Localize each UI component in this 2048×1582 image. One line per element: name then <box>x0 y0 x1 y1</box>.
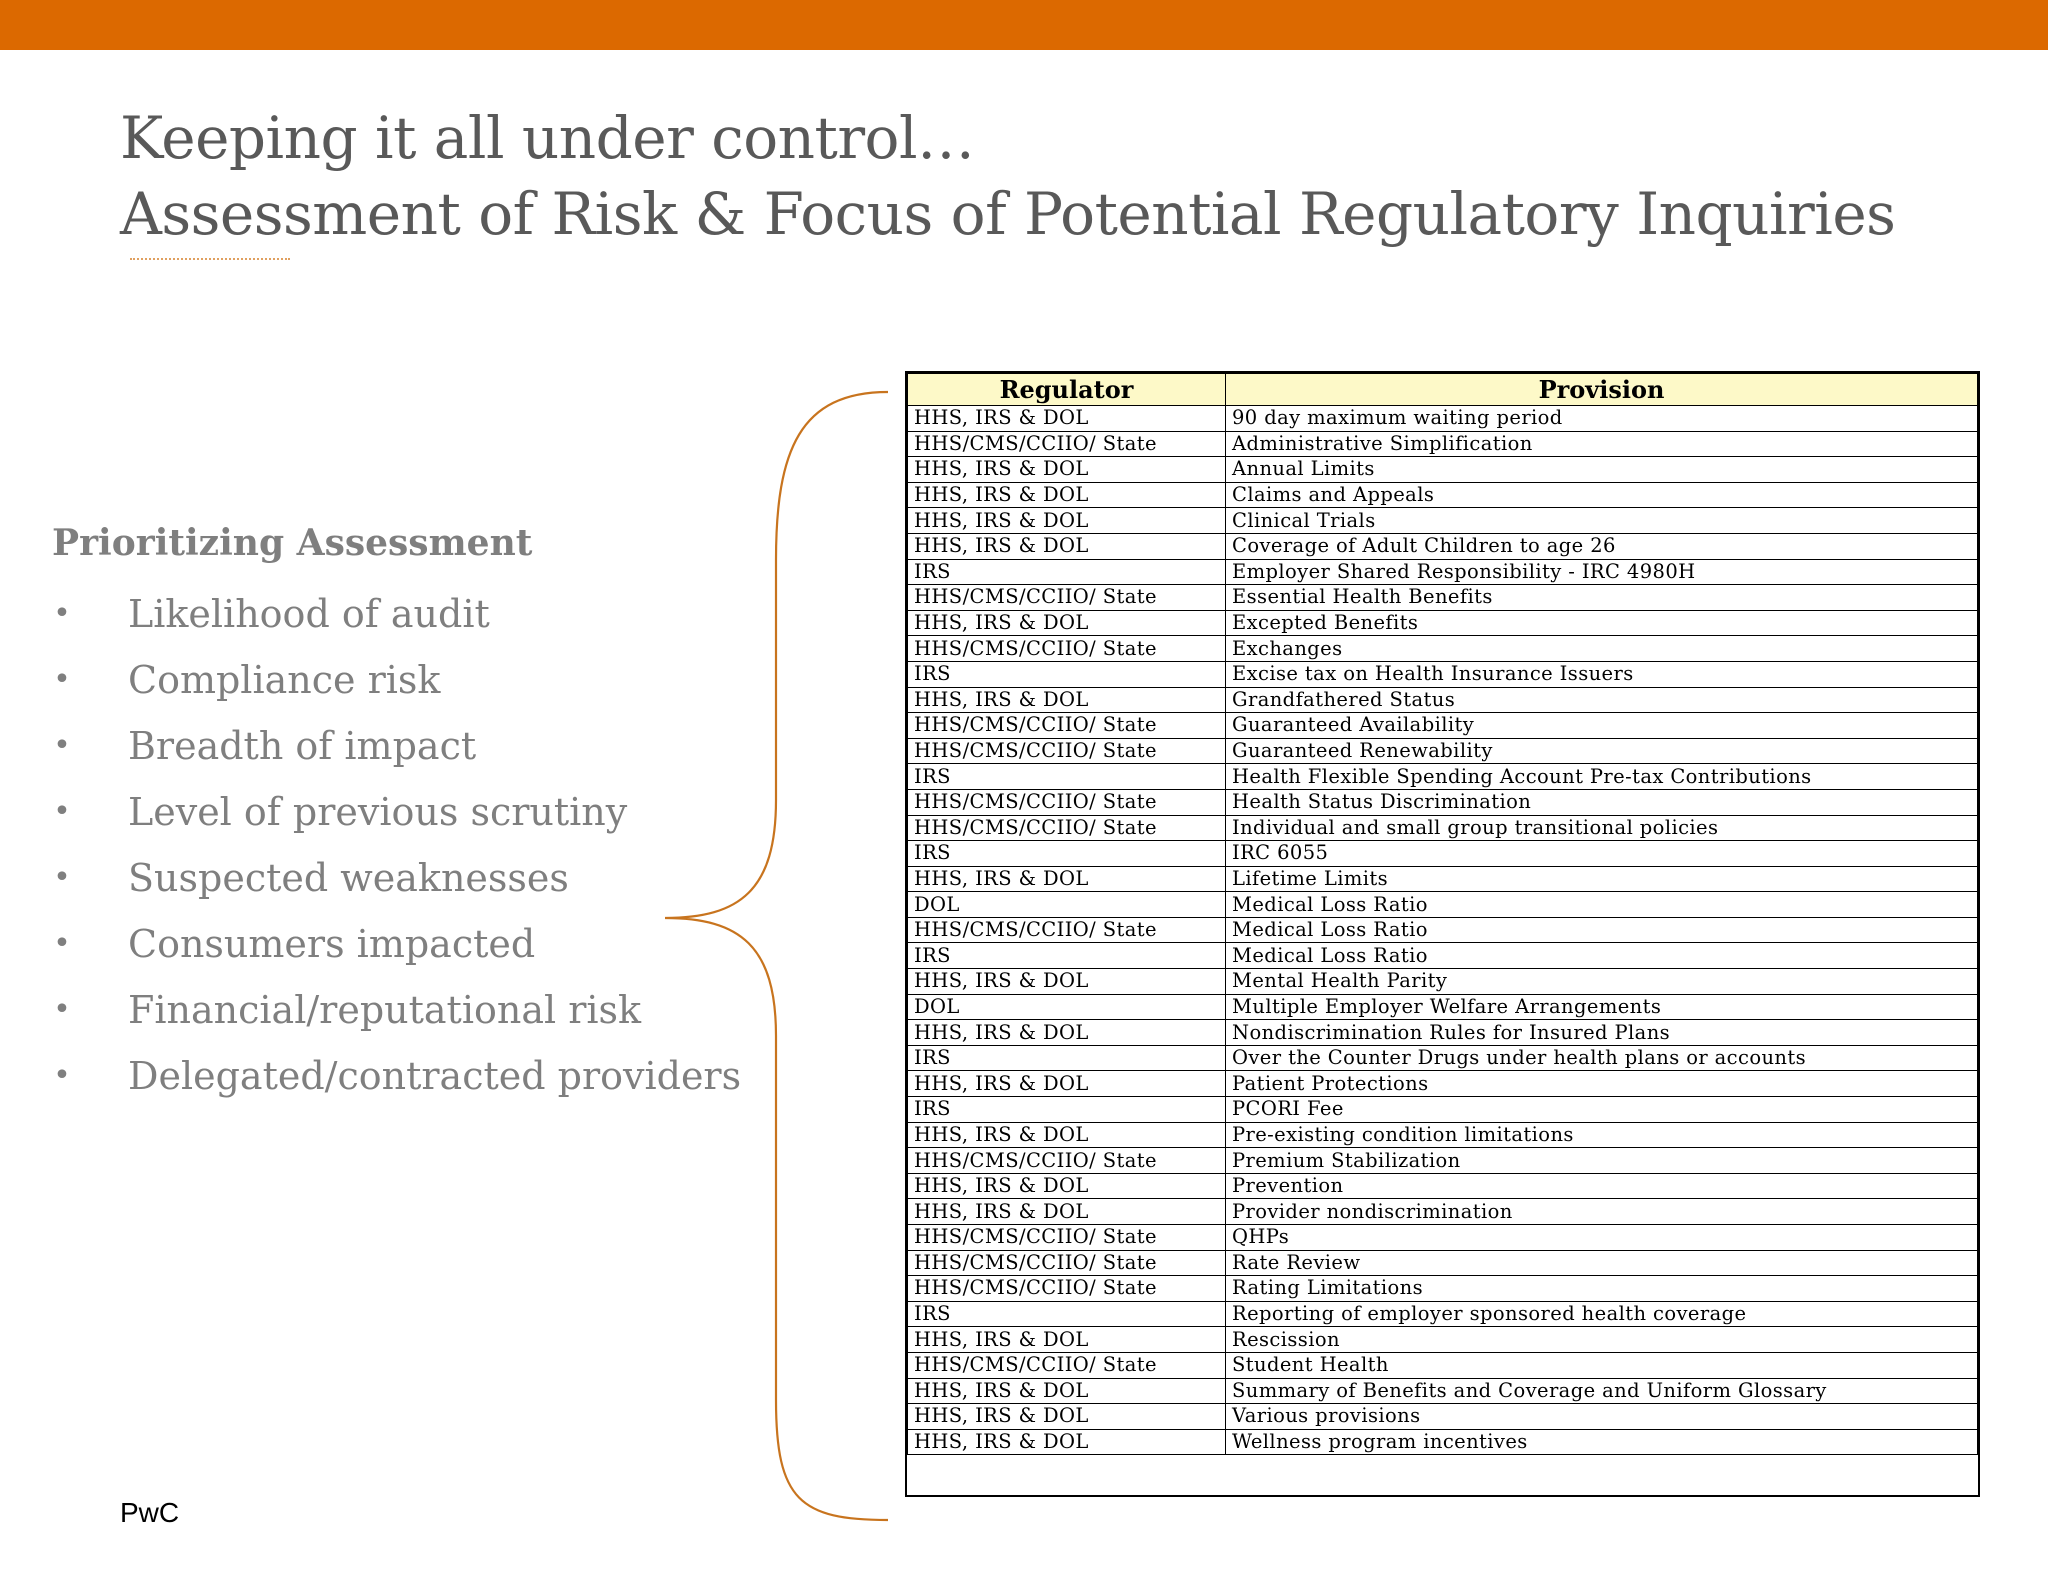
header-regulator: Regulator <box>908 374 1226 406</box>
table-row <box>908 764 1978 790</box>
provision-cell: Nondiscrimination Rules for Insured Plans <box>1226 1020 1978 1046</box>
regulator-cell: HHS, IRS & DOL <box>908 1071 1226 1097</box>
provision-cell: Clinical Trials <box>1226 508 1978 534</box>
bullet-text: Likelihood of audit <box>128 592 490 636</box>
bullet-text: Consumers impacted <box>128 922 536 966</box>
regulator-cell: HHS, IRS & DOL <box>908 1122 1226 1148</box>
regulator-provision-table <box>907 373 1978 1455</box>
regulator-cell: IRS <box>908 1097 1226 1123</box>
regulator-cell: HHS, IRS & DOL <box>908 610 1226 636</box>
regulator-cell: HHS/CMS/CCIIO/ State <box>908 431 1226 457</box>
bullet-text: Level of previous scrutiny <box>128 790 628 834</box>
table-row <box>908 431 1978 457</box>
table-row <box>908 482 1978 508</box>
provision-cell: Rescission <box>1226 1327 1978 1353</box>
title-line-1: Keeping it all under control… <box>120 104 975 172</box>
table-row <box>908 1148 1978 1174</box>
table-row <box>908 1199 1978 1225</box>
bullet-dot-icon: • <box>53 596 71 631</box>
table-row <box>908 738 1978 764</box>
regulator-cell: HHS, IRS & DOL <box>908 1429 1226 1455</box>
table-row <box>908 457 1978 483</box>
provision-cell: Lifetime Limits <box>1226 866 1978 892</box>
provision-cell: Wellness program incentives <box>1226 1429 1978 1455</box>
title-line-2: Assessment of Risk & Focus of Potential Regulatory Inquiries <box>120 180 1896 248</box>
table-body <box>908 406 1978 1455</box>
regulator-cell: IRS <box>908 841 1226 867</box>
table-row <box>908 636 1978 662</box>
table-row <box>908 1045 1978 1071</box>
provision-cell: IRC 6055 <box>1226 841 1978 867</box>
regulator-cell: HHS, IRS & DOL <box>908 1020 1226 1046</box>
table-row <box>908 1404 1978 1430</box>
regulator-cell: HHS, IRS & DOL <box>908 969 1226 995</box>
provision-cell: Employer Shared Responsibility - IRC 4980H <box>1226 559 1978 585</box>
regulator-cell: HHS, IRS & DOL <box>908 1404 1226 1430</box>
brace-path <box>665 392 888 1520</box>
bullet-text: Suspected weaknesses <box>128 856 569 900</box>
table-row <box>908 406 1978 432</box>
provision-cell: Mental Health Parity <box>1226 969 1978 995</box>
regulator-cell: HHS, IRS & DOL <box>908 508 1226 534</box>
provision-cell: Excepted Benefits <box>1226 610 1978 636</box>
table-row <box>908 533 1978 559</box>
table-row <box>908 713 1978 739</box>
bullet-dot-icon: • <box>53 992 71 1027</box>
bullet-dot-icon: • <box>53 662 71 697</box>
regulator-cell: IRS <box>908 764 1226 790</box>
table-row <box>908 815 1978 841</box>
bullet-dot-icon: • <box>53 728 71 763</box>
bullet-text: Financial/reputational risk <box>128 988 642 1032</box>
provision-cell: Multiple Employer Welfare Arrangements <box>1226 994 1978 1020</box>
provision-cell: Exchanges <box>1226 636 1978 662</box>
regulator-cell: HHS, IRS & DOL <box>908 1378 1226 1404</box>
provision-cell: Essential Health Benefits <box>1226 585 1978 611</box>
table-row <box>908 559 1978 585</box>
provision-cell: Guaranteed Renewability <box>1226 738 1978 764</box>
regulator-cell: HHS, IRS & DOL <box>908 457 1226 483</box>
provision-cell: Medical Loss Ratio <box>1226 943 1978 969</box>
regulator-cell: HHS, IRS & DOL <box>908 1199 1226 1225</box>
regulator-cell: HHS/CMS/CCIIO/ State <box>908 585 1226 611</box>
provision-cell: Student Health <box>1226 1352 1978 1378</box>
regulator-cell: HHS, IRS & DOL <box>908 866 1226 892</box>
provision-cell: PCORI Fee <box>1226 1097 1978 1123</box>
regulator-cell: HHS, IRS & DOL <box>908 482 1226 508</box>
regulation-table-container <box>905 371 1980 1497</box>
regulator-cell: HHS, IRS & DOL <box>908 1327 1226 1353</box>
regulator-cell: DOL <box>908 994 1226 1020</box>
table-row <box>908 1020 1978 1046</box>
table-row <box>908 1276 1978 1302</box>
table-row <box>908 1071 1978 1097</box>
regulator-cell: HHS/CMS/CCIIO/ State <box>908 713 1226 739</box>
provision-cell: Medical Loss Ratio <box>1226 892 1978 918</box>
provision-cell: Administrative Simplification <box>1226 431 1978 457</box>
regulator-cell: IRS <box>908 559 1226 585</box>
regulator-cell: HHS/CMS/CCIIO/ State <box>908 789 1226 815</box>
regulator-cell: HHS/CMS/CCIIO/ State <box>908 636 1226 662</box>
table-row <box>908 892 1978 918</box>
regulator-cell: HHS/CMS/CCIIO/ State <box>908 1148 1226 1174</box>
table-row <box>908 508 1978 534</box>
regulator-cell: HHS/CMS/CCIIO/ State <box>908 1352 1226 1378</box>
bullet-text: Compliance risk <box>128 658 441 702</box>
provision-cell: Various provisions <box>1226 1404 1978 1430</box>
bullet-text: Delegated/contracted providers <box>128 1054 742 1098</box>
regulator-cell: HHS, IRS & DOL <box>908 406 1226 432</box>
assessment-heading: Prioritizing Assessment <box>52 522 533 564</box>
regulator-cell: HHS, IRS & DOL <box>908 533 1226 559</box>
provision-cell: QHPs <box>1226 1225 1978 1251</box>
provision-cell: Guaranteed Availability <box>1226 713 1978 739</box>
provision-cell: Pre-existing condition limitations <box>1226 1122 1978 1148</box>
table-row <box>908 943 1978 969</box>
table-row <box>908 1327 1978 1353</box>
provision-cell: Rating Limitations <box>1226 1276 1978 1302</box>
regulator-cell: IRS <box>908 943 1226 969</box>
table-row <box>908 661 1978 687</box>
provision-cell: Health Status Discrimination <box>1226 789 1978 815</box>
table-row <box>908 1352 1978 1378</box>
provision-cell: Prevention <box>1226 1173 1978 1199</box>
provision-cell: Medical Loss Ratio <box>1226 917 1978 943</box>
regulator-cell: HHS, IRS & DOL <box>908 1173 1226 1199</box>
provision-cell: Individual and small group transitional policies <box>1226 815 1978 841</box>
regulator-cell: HHS/CMS/CCIIO/ State <box>908 1250 1226 1276</box>
provision-cell: Excise tax on Health Insurance Issuers <box>1226 661 1978 687</box>
table-row <box>908 1250 1978 1276</box>
regulator-cell: HHS, IRS & DOL <box>908 687 1226 713</box>
bullet-dot-icon: • <box>53 926 71 961</box>
table-row <box>908 1378 1978 1404</box>
table-row <box>908 969 1978 995</box>
table-row <box>908 841 1978 867</box>
regulator-cell: HHS/CMS/CCIIO/ State <box>908 815 1226 841</box>
footer-brand: PwC <box>120 1497 180 1528</box>
provision-cell: Claims and Appeals <box>1226 482 1978 508</box>
provision-cell: Coverage of Adult Children to age 26 <box>1226 533 1978 559</box>
bullet-dot-icon: • <box>53 794 71 829</box>
table-row <box>908 1122 1978 1148</box>
table-header-row <box>908 374 1978 406</box>
table-row <box>908 610 1978 636</box>
regulator-cell: HHS/CMS/CCIIO/ State <box>908 917 1226 943</box>
provision-cell: Reporting of employer sponsored health coverage <box>1226 1301 1978 1327</box>
regulator-cell: HHS/CMS/CCIIO/ State <box>908 1276 1226 1302</box>
regulator-cell: HHS/CMS/CCIIO/ State <box>908 1225 1226 1251</box>
regulator-cell: DOL <box>908 892 1226 918</box>
provision-cell: 90 day maximum waiting period <box>1226 406 1978 432</box>
header-provision: Provision <box>1226 374 1978 406</box>
provision-cell: Patient Protections <box>1226 1071 1978 1097</box>
table-row <box>908 1097 1978 1123</box>
provision-cell: Premium Stabilization <box>1226 1148 1978 1174</box>
provision-cell: Rate Review <box>1226 1250 1978 1276</box>
bullet-dot-icon: • <box>53 1058 71 1093</box>
regulator-cell: HHS/CMS/CCIIO/ State <box>908 738 1226 764</box>
table-row <box>908 866 1978 892</box>
table-row <box>908 1173 1978 1199</box>
regulator-cell: IRS <box>908 1301 1226 1327</box>
regulator-cell: IRS <box>908 1045 1226 1071</box>
table-row <box>908 994 1978 1020</box>
bullet-text: Breadth of impact <box>128 724 477 768</box>
table-row <box>908 1225 1978 1251</box>
table-row <box>908 1429 1978 1455</box>
provision-cell: Summary of Benefits and Coverage and Uniform Glossary <box>1226 1378 1978 1404</box>
table-row <box>908 585 1978 611</box>
provision-cell: Grandfathered Status <box>1226 687 1978 713</box>
table-row <box>908 917 1978 943</box>
provision-cell: Over the Counter Drugs under health plans or accounts <box>1226 1045 1978 1071</box>
provision-cell: Health Flexible Spending Account Pre-tax Contributions <box>1226 764 1978 790</box>
table-row <box>908 1301 1978 1327</box>
table-row <box>908 789 1978 815</box>
provision-cell: Annual Limits <box>1226 457 1978 483</box>
regulator-cell: IRS <box>908 661 1226 687</box>
bullet-dot-icon: • <box>53 860 71 895</box>
provision-cell: Provider nondiscrimination <box>1226 1199 1978 1225</box>
table-row <box>908 687 1978 713</box>
